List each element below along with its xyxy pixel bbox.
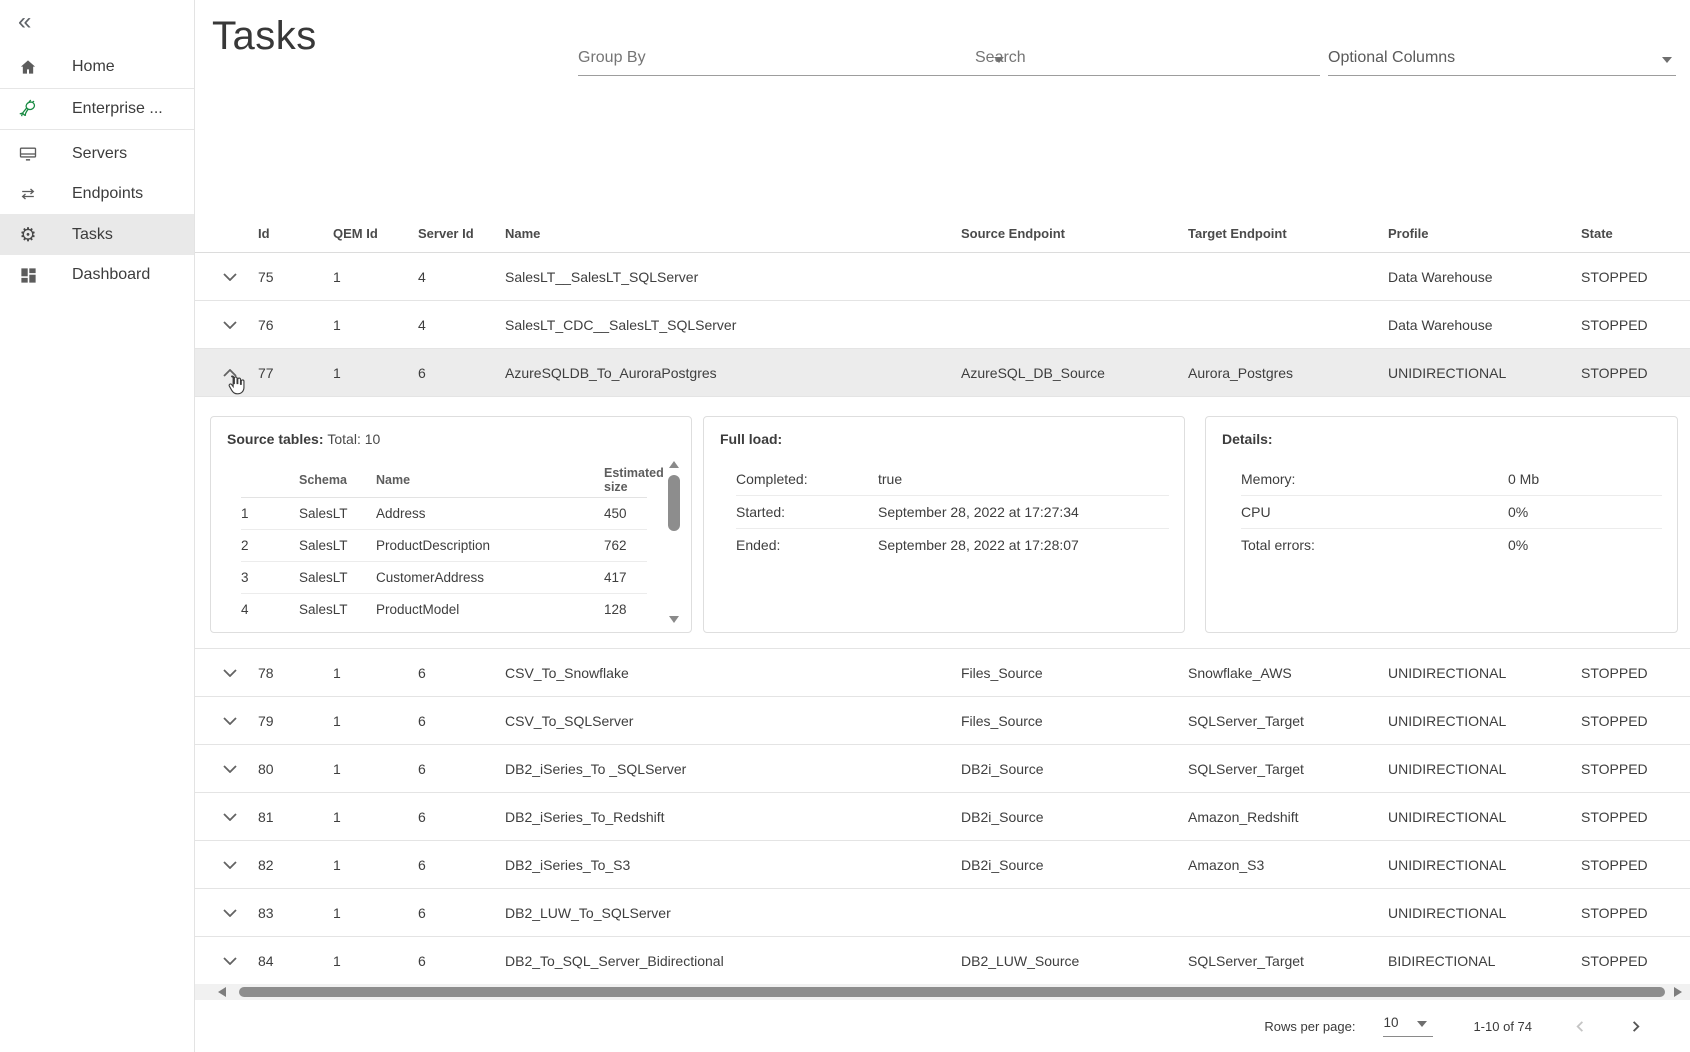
cell-id: 82 [258,856,274,873]
table-row[interactable] [195,889,1690,937]
cell-id: 79 [258,712,274,729]
expand-chevron-icon[interactable] [195,861,250,869]
scroll-right-icon[interactable] [1674,987,1682,997]
sidebar-item-dashboard[interactable] [0,255,194,295]
cell-profile: UNIDIRECTIONAL [1388,712,1507,729]
cell-id: 77 [258,364,274,381]
enterprise-manager-icon [17,98,39,120]
kv-label: Memory: [1241,471,1296,487]
cell-source-endpoint: DB2i_Source [961,808,1044,825]
kv-label: Started: [736,504,786,520]
sidebar [0,0,195,1052]
col-header-qem-id: QEM Id [333,226,378,241]
cell-target-endpoint: Amazon_Redshift [1188,808,1299,825]
table-row[interactable] [195,937,1690,985]
row-size: 450 [604,506,627,521]
cell-name: AzureSQLDB_To_AuroraPostgres [505,364,717,381]
cell-profile: Data Warehouse [1388,268,1493,285]
cell-target-endpoint: SQLServer_Target [1188,952,1304,969]
cell-server-id: 6 [418,712,426,729]
cell-source-endpoint: Files_Source [961,712,1043,729]
full-load-panel [703,416,1185,633]
row-schema: SalesLT [299,506,348,521]
source-tables-header [241,463,664,498]
collapse-chevron-icon[interactable] [195,369,250,377]
cell-qem-id: 1 [333,364,341,381]
row-name: Address [376,506,426,521]
details-row [1241,496,1662,529]
expand-chevron-icon[interactable] [195,273,250,281]
cell-profile: UNIDIRECTIONAL [1388,808,1507,825]
details-row [1241,463,1662,496]
source-tables-title: Source tables: Total: 10 [227,431,381,447]
cell-state: STOPPED [1581,808,1648,825]
details-row [1241,529,1662,561]
source-table-row [241,562,647,594]
cell-state: STOPPED [1581,760,1648,777]
full-load-row [736,496,1169,529]
cell-server-id: 6 [418,364,426,381]
cell-qem-id: 1 [333,712,341,729]
details-panel [1205,416,1678,633]
cell-qem-id: 1 [333,808,341,825]
sidebar-item-label: Dashboard [72,266,151,283]
cell-profile: UNIDIRECTIONAL [1388,904,1507,921]
cell-name: DB2_iSeries_To _SQLServer [505,760,687,777]
kv-value: 0% [1508,504,1529,520]
col-header-profile: Profile [1388,226,1429,241]
cell-qem-id: 1 [333,856,341,873]
table-row[interactable] [195,253,1690,301]
row-num: 2 [241,538,249,553]
sidebar-item-label: Enterprise ... [72,100,163,117]
col-header-target-endpoint: Target Endpoint [1188,226,1287,241]
kv-label: Completed: [736,471,808,487]
row-name: CustomerAddress [376,570,485,585]
expand-chevron-icon[interactable] [195,717,250,725]
endpoints-arrows-icon [17,183,39,205]
row-schema: SalesLT [299,602,348,617]
source-tables-table [241,463,664,625]
kv-value: 0 Mb [1508,471,1540,487]
cell-id: 83 [258,904,274,921]
cell-profile: BIDIRECTIONAL [1388,952,1496,969]
col-header-source-endpoint: Source Endpoint [961,226,1065,241]
table-row[interactable] [195,841,1690,889]
cell-source-endpoint: DB2i_Source [961,856,1044,873]
row-schema: SalesLT [299,538,348,553]
kv-label: Ended: [736,537,781,553]
cell-state: STOPPED [1581,952,1648,969]
row-schema: SalesLT [299,570,348,585]
cell-server-id: 6 [418,760,426,777]
row-name: ProductDescription [376,538,491,553]
kv-value: September 28, 2022 at 17:28:07 [878,537,1079,553]
col-header-server-id: Server Id [418,226,474,241]
cell-profile: UNIDIRECTIONAL [1388,856,1507,873]
cell-name: DB2_iSeries_To_Redshift [505,808,665,825]
cell-state: STOPPED [1581,712,1648,729]
col-header-state: State [1581,226,1613,241]
group-by-select[interactable] [578,44,1008,76]
full-load-row [736,529,1169,561]
source-table-row [241,530,647,562]
cell-server-id: 6 [418,856,426,873]
cell-source-endpoint: DB2_LUW_Source [961,952,1080,969]
chevron-down-icon [1417,1021,1427,1027]
row-size: 762 [604,538,627,553]
rows-per-page-value: 10 [1383,1015,1399,1030]
sidebar-item-home[interactable] [0,47,194,87]
cell-name: SalesLT_CDC__SalesLT_SQLServer [505,316,737,333]
table-row[interactable] [195,793,1690,841]
col-header-name: Name [505,226,541,241]
expand-chevron-icon[interactable] [195,909,250,917]
row-size: 417 [604,570,627,585]
scroll-left-icon[interactable] [218,987,226,997]
source-table-row [241,498,647,530]
full-load-row [736,463,1169,496]
expand-chevron-icon[interactable] [195,765,250,773]
row-77-details-section [195,397,1690,649]
col-schema: Schema [299,473,347,487]
sidebar-item-enterprise-manager[interactable] [0,88,194,130]
cell-id: 75 [258,268,274,285]
cell-target-endpoint: SQLServer_Target [1188,760,1304,777]
cell-name: DB2_iSeries_To_S3 [505,856,631,873]
rows-per-page-label: Rows per page: [1264,1018,1356,1034]
row-num: 3 [241,570,249,585]
cell-server-id: 6 [418,664,426,681]
search-input[interactable] [975,44,1320,76]
row-num: 4 [241,602,249,617]
cell-state: STOPPED [1581,856,1648,873]
next-page-button[interactable] [1629,1020,1642,1033]
page-title: Tasks [212,14,317,58]
sidebar-collapse-icon[interactable]: « [18,8,32,35]
sidebar-item-tasks[interactable] [0,214,194,255]
cell-name: DB2_To_SQL_Server_Bidirectional [505,952,724,969]
tasks-table [195,215,1690,985]
chevron-down-icon [1662,57,1672,63]
sidebar-item-label: Home [72,58,115,75]
cell-name: SalesLT__SalesLT_SQLServer [505,268,699,285]
expand-chevron-icon[interactable] [195,957,250,965]
cell-qem-id: 1 [333,904,341,921]
tasks-gear-icon: ⚙ [19,223,37,246]
previous-page-button[interactable] [1574,1020,1587,1033]
cell-id: 80 [258,760,274,777]
sidebar-item-endpoints[interactable] [0,174,194,214]
sidebar-item-label: Endpoints [72,185,144,202]
scroll-down-icon[interactable] [669,616,679,623]
cell-server-id: 4 [418,268,426,285]
cell-qem-id: 1 [333,268,341,285]
cell-id: 76 [258,316,274,333]
cell-target-endpoint: Snowflake_AWS [1188,664,1292,681]
sidebar-item-servers[interactable] [0,134,194,174]
cell-state: STOPPED [1581,904,1648,921]
kv-label: Total errors: [1241,537,1315,553]
cell-id: 84 [258,952,274,969]
home-icon [17,56,39,78]
table-row[interactable] [195,697,1690,745]
cell-source-endpoint: DB2i_Source [961,760,1044,777]
servers-icon [17,143,39,165]
row-name: ProductModel [376,602,460,617]
optional-columns-label: Optional Columns [1328,49,1456,66]
kv-label: CPU [1241,504,1271,520]
cell-qem-id: 1 [333,664,341,681]
scrollbar-thumb[interactable] [239,987,1665,997]
col-name: Name [376,473,411,487]
cell-target-endpoint: Amazon_S3 [1188,856,1265,873]
col-estimated-size: Estimated size [604,466,664,494]
table-header [195,215,1690,253]
cell-qem-id: 1 [333,316,341,333]
source-table-row [241,594,647,625]
cell-qem-id: 1 [333,760,341,777]
cell-server-id: 6 [418,904,426,921]
expand-chevron-icon[interactable] [195,813,250,821]
cell-profile: Data Warehouse [1388,316,1493,333]
rows-per-page-select[interactable] [1383,1015,1433,1037]
cell-state: STOPPED [1581,316,1648,333]
cell-name: CSV_To_Snowflake [505,664,629,681]
expand-chevron-icon[interactable] [195,669,250,677]
row-num: 1 [241,506,249,521]
cell-name: CSV_To_SQLServer [505,712,634,729]
scrollbar-thumb[interactable] [668,475,680,531]
expand-chevron-icon[interactable] [195,321,250,329]
page-range-label: 1-10 of 74 [1473,1018,1532,1034]
source-tables-total: Total: 10 [327,431,381,447]
cell-state: STOPPED [1581,664,1648,681]
cell-profile: UNIDIRECTIONAL [1388,364,1507,381]
cell-server-id: 4 [418,316,426,333]
cell-state: STOPPED [1581,364,1648,381]
table-row[interactable] [195,649,1690,697]
cell-profile: UNIDIRECTIONAL [1388,760,1507,777]
row-size: 128 [604,602,627,617]
table-row-expanded[interactable] [195,349,1690,397]
cell-profile: UNIDIRECTIONAL [1388,664,1507,681]
horizontal-scrollbar[interactable] [195,984,1690,1000]
optional-columns-select[interactable] [1328,44,1676,76]
source-tables-scrollbar[interactable] [667,461,681,623]
details-title: Details: [1222,431,1273,447]
cell-qem-id: 1 [333,952,341,969]
cell-source-endpoint: Files_Source [961,664,1043,681]
main-content [195,0,1690,1052]
cell-name: DB2_LUW_To_SQLServer [505,904,671,921]
cell-source-endpoint: AzureSQL_DB_Source [961,364,1105,381]
cell-target-endpoint: SQLServer_Target [1188,712,1304,729]
dashboard-icon [17,264,39,286]
group-by-label: Group By [578,49,646,66]
table-row[interactable] [195,745,1690,793]
sidebar-item-label: Tasks [72,225,113,243]
scroll-up-icon[interactable] [669,461,679,468]
cell-server-id: 6 [418,808,426,825]
table-row[interactable] [195,301,1690,349]
full-load-title: Full load: [720,431,783,447]
cell-server-id: 6 [418,952,426,969]
kv-value: 0% [1508,537,1529,553]
cell-state: STOPPED [1581,268,1648,285]
search-placeholder: Search [975,49,1026,66]
cell-id: 81 [258,808,274,825]
sidebar-item-label: Servers [72,145,128,162]
kv-value: September 28, 2022 at 17:27:34 [878,504,1079,520]
cell-target-endpoint: Aurora_Postgres [1188,364,1294,381]
pagination-bar [195,1000,1690,1052]
cell-id: 78 [258,664,274,681]
source-tables-panel [210,416,692,633]
col-header-id: Id [258,226,270,241]
kv-value: true [878,471,903,487]
